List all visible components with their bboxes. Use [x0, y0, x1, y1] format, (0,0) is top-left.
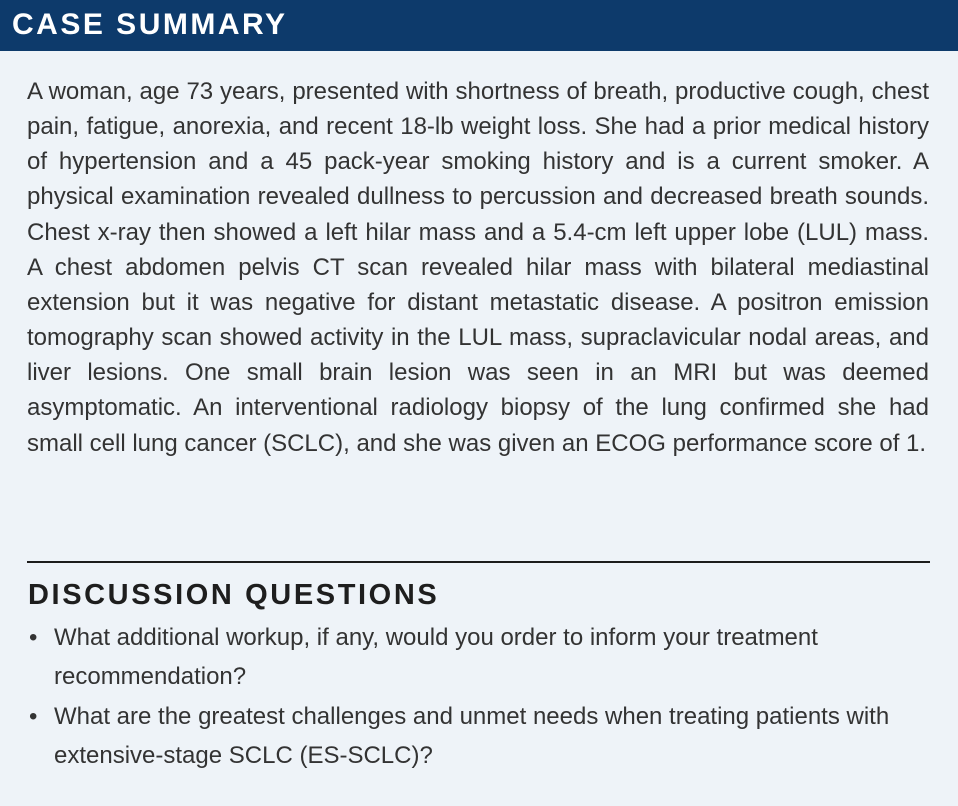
case-summary-title: CASE SUMMARY: [12, 8, 288, 41]
discussion-questions-title: DISCUSSION QUESTIONS: [28, 579, 440, 611]
discussion-question-text: What are the greatest challenges and unmet needs when treating patients with extensive-stage SCLC (ES-SCLC)?: [54, 703, 890, 769]
discussion-question: [27, 697, 897, 775]
case-summary-text: A woman, age 73 years, presented with shortness of breath, productive cough, chest pain, fatigue, anorexia, and recent 18-lb weight loss. She had a prior medical history of hypertension and a 45 pack-year smoking history and is a current smoker. A physical examination revealed dullness to percussion and decreased breath sounds. Chest x-ray then showed a left hilar mass and a 5.4-cm left upper lobe (LUL) mass. A chest abdomen pelvis CT scan revealed hilar mass with bilateral mediastinal extension but it was negative for distant metastatic disease. A positron emission tomography scan showed activity in the LUL mass, supraclavicular nodal areas, and liver lesions. One small brain lesion was seen in an MRI but was deemed asymptomatic. An interventional radiology biopsy of the lung confirmed she had small cell lung cancer (SCLC), and she was given an ECOG performance score of 1.: [27, 78, 929, 457]
bullet-icon: •: [29, 624, 38, 651]
discussion-questions-list: [27, 618, 897, 776]
discussion-question: [27, 618, 897, 696]
bullet-icon: •: [29, 703, 38, 730]
section-divider: [27, 561, 930, 563]
case-summary-header: [0, 0, 958, 51]
discussion-question-text: What additional workup, if any, would you order to inform your treatment recommendation?: [54, 624, 818, 690]
